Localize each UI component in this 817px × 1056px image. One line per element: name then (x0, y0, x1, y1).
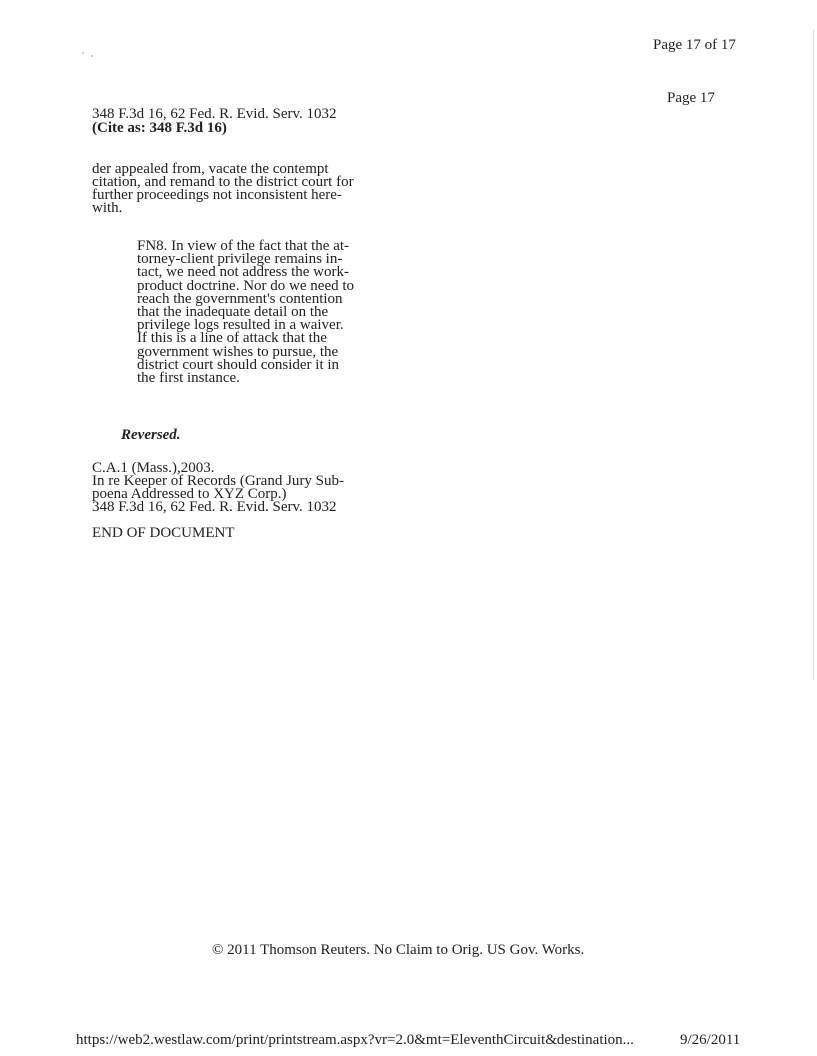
opinion-paragraph (92, 163, 383, 215)
text-line: der appealed from, vacate the contempt (92, 161, 329, 177)
footnote-line: the first instance. (137, 370, 240, 387)
scan-speck (91, 55, 93, 57)
caption-line: In re Keeper of Records (Grand Jury Sub- (92, 473, 344, 489)
footnote-line: FN8. In view of the fact that the at- (137, 238, 350, 254)
footnote-line: reach the government's contention (137, 290, 343, 307)
footnote-line: privilege logs resulted in a waiver. (137, 317, 344, 334)
case-caption (92, 462, 384, 514)
citation-line: 348 F.3d 16, 62 Fed. R. Evid. Serv. 1032 (92, 106, 337, 122)
disposition: Reversed. (121, 427, 181, 443)
footnote-line: that the inadequate detail on the (137, 304, 329, 321)
footnote-line: product doctrine. Nor do we need to (137, 277, 355, 294)
text-line: citation, and remand to the district court for (92, 174, 354, 190)
scan-speck (82, 52, 84, 54)
cite-as-line: (Cite as: 348 F.3d 16) (92, 120, 227, 136)
footnote-fn8 (137, 240, 383, 385)
footnote-line: tact, we need not address the work- (137, 264, 350, 281)
copyright-notice: © 2011 Thomson Reuters. No Claim to Orig. US Gov. Works. (212, 942, 585, 958)
footnote-line: government wishes to pursue, the (137, 343, 339, 360)
caption-line: 348 F.3d 16, 62 Fed. R. Evid. Serv. 1032 (92, 499, 337, 515)
footnote-line: torney-client privilege remains in- (137, 251, 343, 268)
source-url: https://web2.westlaw.com/print/printstream.aspx?vr=2.0&mt=EleventhCircuit&destination... (76, 1032, 634, 1048)
end-of-document: END OF DOCUMENT (92, 525, 235, 541)
print-date: 9/26/2011 (680, 1032, 741, 1048)
page-of-label: Page 17 of 17 (653, 37, 736, 53)
footnote-line: district court should consider it in (137, 356, 340, 373)
text-line: further proceedings not inconsistent here- (92, 187, 342, 203)
page-edge-line (813, 30, 814, 680)
caption-line: C.A.1 (Mass.),2003. (92, 460, 215, 476)
footnote-line: If this is a line of attack that the (137, 330, 327, 347)
page-number: Page 17 (667, 90, 715, 106)
text-line: with. (92, 200, 123, 216)
citation-header (92, 107, 337, 135)
caption-line: poena Addressed to XYZ Corp.) (92, 486, 287, 502)
